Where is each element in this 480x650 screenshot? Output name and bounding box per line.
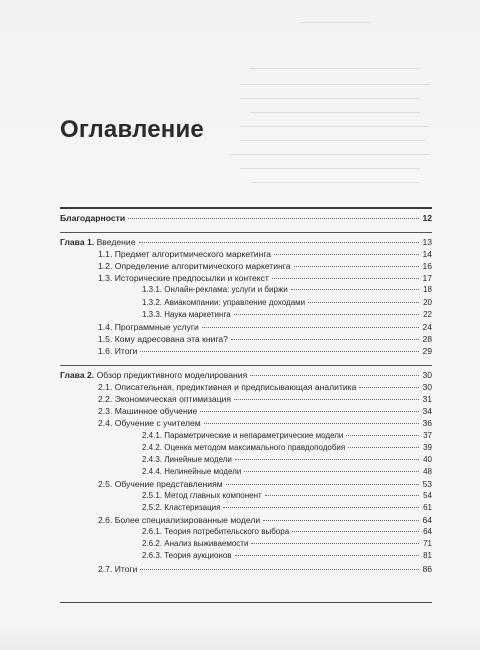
toc-leader: [294, 266, 419, 267]
toc-entry-label: 1.1. Предмет алгоритмического маркетинга: [98, 249, 272, 260]
toc-page-number: 54: [423, 490, 432, 500]
toc-entry[interactable]: [60, 321, 432, 333]
toc-page-number: 34: [422, 406, 432, 417]
toc-entry-label: 2.6. Более специализированные модели: [98, 515, 261, 526]
toc-page-number: 71: [423, 539, 432, 549]
toc-leader: [346, 435, 419, 436]
toc-page-number: 20: [423, 297, 432, 307]
toc-page-number: 22: [423, 309, 432, 319]
toc-entry-label: 2.4. Обучение с учителем: [98, 418, 201, 429]
toc-leader: [251, 543, 419, 544]
toc-entry-label: Благодарности: [60, 213, 126, 223]
toc-leader: [244, 471, 419, 472]
toc-entry[interactable]: [60, 381, 432, 393]
toc-leader: [140, 569, 419, 570]
toc-page-number: 16: [422, 261, 432, 272]
bleed-through-text: [0, 0, 480, 190]
toc-page-number: 13: [422, 237, 432, 248]
toc-leader: [272, 278, 419, 279]
toc-entry-label: 2.5.1. Метод главных компонент: [142, 490, 262, 500]
toc-leader: [231, 339, 419, 340]
toc-leader: [223, 507, 419, 508]
bottom-rule: [60, 602, 432, 603]
toc-entry-label: 2.5.2. Кластеризация: [142, 503, 221, 513]
section-divider: [60, 232, 432, 233]
chapter-title: Введение: [94, 237, 136, 248]
toc-page-number: 14: [422, 249, 432, 260]
toc-leader: [348, 447, 419, 448]
toc-subentry[interactable]: [60, 309, 432, 321]
toc-entry[interactable]: [60, 345, 432, 357]
toc-entry[interactable]: [60, 333, 432, 345]
toc-page-number: 37: [423, 430, 432, 440]
toc-chapter-2[interactable]: [60, 369, 432, 381]
toc-entry-label: 2.1. Описательная, предиктивная и предписывающая аналитика: [98, 382, 357, 393]
toc-leader: [235, 555, 419, 556]
toc-page-number: 40: [423, 454, 432, 464]
toc-entry[interactable]: [60, 405, 432, 417]
toc-page-number: 31: [422, 394, 432, 405]
toc-entry-label: 2.6.2. Анализ выживаемости: [142, 539, 249, 549]
toc-entry-label: 2.4.4. Нелинейные модели: [142, 466, 242, 476]
toc-leader: [292, 531, 419, 532]
toc-chapter-1[interactable]: [60, 236, 432, 248]
top-rule: [60, 207, 432, 209]
toc-subentry[interactable]: [60, 538, 432, 550]
toc-leader: [226, 484, 419, 485]
toc-entry-label: 2.4.2. Оценка методом максимального правдоподобия: [142, 442, 346, 452]
toc-entry-label: 2.7. Итоги: [98, 563, 138, 574]
toc-page-number: 12: [422, 213, 432, 223]
toc-entry[interactable]: [60, 478, 432, 490]
toc-page-number: 24: [422, 321, 432, 332]
toc-leader: [202, 327, 419, 328]
toc-entry-label: 1.3. Исторические предпосылки и контекст: [98, 273, 269, 284]
toc-entry-label: 1.5. Кому адресована эта книга?: [98, 333, 228, 344]
toc-page-number: 28: [422, 333, 432, 344]
toc-leader: [250, 375, 419, 376]
toc-page-number: 64: [422, 515, 432, 526]
toc-entry[interactable]: [60, 260, 432, 272]
toc-subentry[interactable]: [60, 297, 432, 309]
chapter-number: Глава 1.: [60, 237, 95, 248]
toc-leader: [234, 314, 419, 315]
toc-entry[interactable]: [60, 272, 432, 284]
toc-page-number: 17: [422, 273, 432, 284]
toc-entry-label: 2.4.1. Параметрические и непараметрические модели: [142, 430, 344, 440]
toc-leader: [274, 254, 419, 255]
chapter-number: Глава 2.: [60, 370, 95, 381]
toc-leader: [263, 520, 419, 521]
toc-page-number: 61: [423, 503, 432, 513]
toc-entry[interactable]: [60, 417, 432, 429]
toc-page-number: 39: [423, 442, 432, 452]
toc-entry-label: 2.2. Экономическая оптимизация: [98, 394, 232, 405]
toc-leader: [265, 495, 419, 496]
toc-entry-label: 1.4. Программные услуги: [98, 321, 199, 332]
toc-entry[interactable]: [60, 248, 432, 260]
toc-page-number: 30: [422, 382, 432, 393]
toc-leader: [234, 399, 419, 400]
toc-subentry[interactable]: [60, 430, 432, 442]
toc-entry-label: 1.6. Итоги: [98, 345, 138, 356]
toc-subentry[interactable]: [60, 526, 432, 538]
chapter-title: Обзор предиктивного моделирования: [94, 370, 248, 381]
toc-leader: [291, 289, 419, 290]
toc-subentry[interactable]: [60, 550, 432, 562]
toc-leader: [139, 242, 420, 243]
toc-entry-label: 1.3.2. Авиакомпании: управление доходами: [142, 297, 306, 307]
toc-entry-label: 2.4.3. Линейные модели: [142, 454, 232, 464]
toc-page-number: 86: [422, 563, 432, 574]
toc-entry[interactable]: [60, 563, 432, 575]
table-of-contents: [60, 212, 432, 575]
toc-page-number: 81: [423, 551, 432, 561]
toc-leader: [204, 423, 419, 424]
toc-entry-label: 2.6.3. Теория аукционов: [142, 551, 232, 561]
toc-entry-label: 2.6.1. Теория потребительского выбора: [142, 527, 290, 537]
toc-page-number: 18: [423, 285, 432, 295]
toc-entry[interactable]: [60, 393, 432, 405]
toc-subentry[interactable]: [60, 284, 432, 296]
toc-entry[interactable]: [60, 514, 432, 526]
toc-subentry[interactable]: [60, 442, 432, 454]
toc-entry-label: 1.3.3. Наука маркетинга: [142, 309, 231, 319]
toc-page-number: 64: [423, 527, 432, 537]
toc-subentry[interactable]: [60, 466, 432, 478]
toc-leader: [128, 218, 419, 219]
page-shadow: [0, 620, 480, 650]
toc-entry-label: 1.3.1. Онлайн-реклама: услуги и биржи: [142, 285, 288, 295]
toc-page-number: 48: [423, 466, 432, 476]
toc-entry-acknowledgements[interactable]: [60, 212, 432, 224]
section-divider: [60, 365, 432, 366]
toc-subentry[interactable]: [60, 454, 432, 466]
toc-leader: [235, 459, 419, 460]
toc-page-number: 36: [422, 418, 432, 429]
toc-page-number: 29: [422, 345, 432, 356]
toc-page-number: 30: [422, 370, 432, 381]
toc-subentry[interactable]: [60, 490, 432, 502]
page-title: Оглавление: [60, 116, 204, 143]
toc-entry-label: 2.3. Машинное обучение: [98, 406, 198, 417]
toc-entry-label: 1.2. Определение алгоритмического маркетинга: [98, 261, 291, 272]
toc-leader: [200, 411, 419, 412]
toc-leader: [308, 302, 419, 303]
toc-page-number: 53: [422, 478, 432, 489]
toc-subentry[interactable]: [60, 502, 432, 514]
toc-leader: [140, 351, 419, 352]
toc-entry-label: 2.5. Обучение представлениям: [98, 478, 223, 489]
toc-leader: [359, 387, 419, 388]
